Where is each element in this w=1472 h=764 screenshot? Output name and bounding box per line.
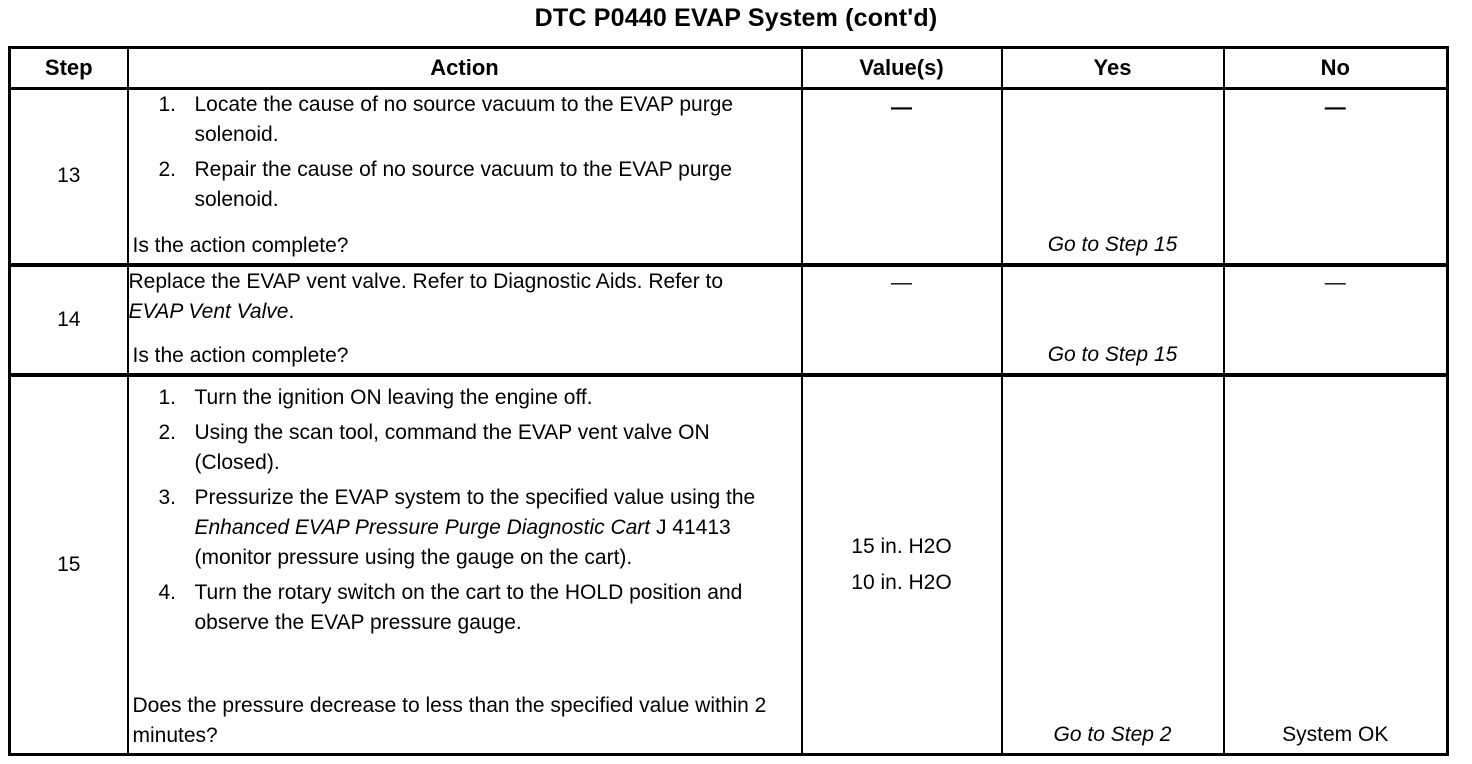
action-question: Is the action complete? (132, 233, 349, 257)
page-title: DTC P0440 EVAP System (cont'd) (534, 4, 938, 32)
diagnostic-table (8, 46, 1449, 756)
yes-link[interactable]: Go to Step 2 (1053, 723, 1172, 746)
item-number: 2. (158, 158, 177, 181)
item-number: 2. (158, 420, 177, 444)
action-cell (128, 265, 802, 375)
list-item (129, 483, 801, 573)
item-number: 4. (158, 580, 177, 604)
reference-link[interactable]: EVAP Vent Valve (128, 299, 289, 323)
list-item (129, 578, 801, 638)
yes-cell (1002, 89, 1224, 265)
no-cell (1224, 375, 1448, 755)
value-dash: — (891, 96, 912, 119)
value-dash: — (891, 270, 912, 294)
list-item (129, 383, 801, 413)
action-question: Is the action complete? (132, 343, 349, 367)
step-number: 13 (10, 89, 128, 265)
list-item (129, 155, 801, 215)
item-number: 3. (158, 485, 177, 509)
value-cell (802, 265, 1002, 375)
value-cell (802, 375, 1002, 755)
item-number: 1. (158, 385, 177, 409)
table-header-row (10, 48, 1448, 89)
header-values: Value(s) (802, 48, 1002, 89)
value-cell (802, 89, 1002, 265)
no-dash: — (1324, 96, 1346, 119)
action-text-part: Replace the EVAP vent valve. Refer to Diagnostic Aids. Refer to (128, 269, 724, 293)
no-cell (1224, 89, 1448, 265)
table-row-step-14 (10, 265, 1448, 375)
item-text: Repair the cause of no source vacuum to the EVAP purge solenoid. (194, 158, 732, 211)
no-result: System OK (1282, 723, 1389, 746)
header-step: Step (10, 48, 128, 89)
action-cell (128, 89, 802, 265)
list-item (129, 90, 801, 150)
item-text-part: J 41413 (monitor pressure using the gauge on the cart). (194, 515, 731, 569)
yes-link[interactable]: Go to Step 15 (1047, 232, 1178, 256)
reference-link[interactable]: Enhanced EVAP Pressure Purge Diagnostic Cart (194, 515, 651, 539)
item-text: Locate the cause of no source vacuum to the EVAP purge solenoid. (194, 93, 734, 146)
item-text: Turn the ignition ON leaving the engine off. (194, 385, 593, 409)
table-row-step-13 (10, 89, 1448, 265)
action-text-part: . (288, 299, 295, 323)
action-cell (128, 375, 802, 755)
item-text: Turn the rotary switch on the cart to the HOLD position and observe the EVAP pressure gauge. (194, 580, 743, 634)
table-row-step-15 (10, 375, 1448, 755)
action-text (129, 267, 779, 327)
header-action: Action (128, 48, 802, 89)
no-cell (1224, 265, 1448, 375)
no-dash: — (1324, 270, 1346, 294)
action-question: Does the pressure decrease to less than the specified value within 2 minutes? (132, 694, 767, 747)
step-number: 14 (10, 265, 128, 375)
header-no: No (1224, 48, 1448, 89)
item-text: Using the scan tool, command the EVAP vent valve ON (Closed). (194, 420, 710, 474)
item-number: 1. (158, 93, 177, 116)
yes-cell (1002, 375, 1224, 755)
list-item (129, 418, 801, 478)
specified-value-2: 10 in. H2O (851, 570, 952, 594)
specified-value-1: 15 in. H2O (851, 534, 952, 558)
item-text-part: Pressurize the EVAP system to the specified value using the (194, 485, 756, 509)
item-text (195, 483, 795, 573)
yes-link[interactable]: Go to Step 15 (1047, 342, 1178, 366)
yes-cell (1002, 265, 1224, 375)
header-yes: Yes (1002, 48, 1224, 89)
step-number: 15 (10, 375, 128, 755)
